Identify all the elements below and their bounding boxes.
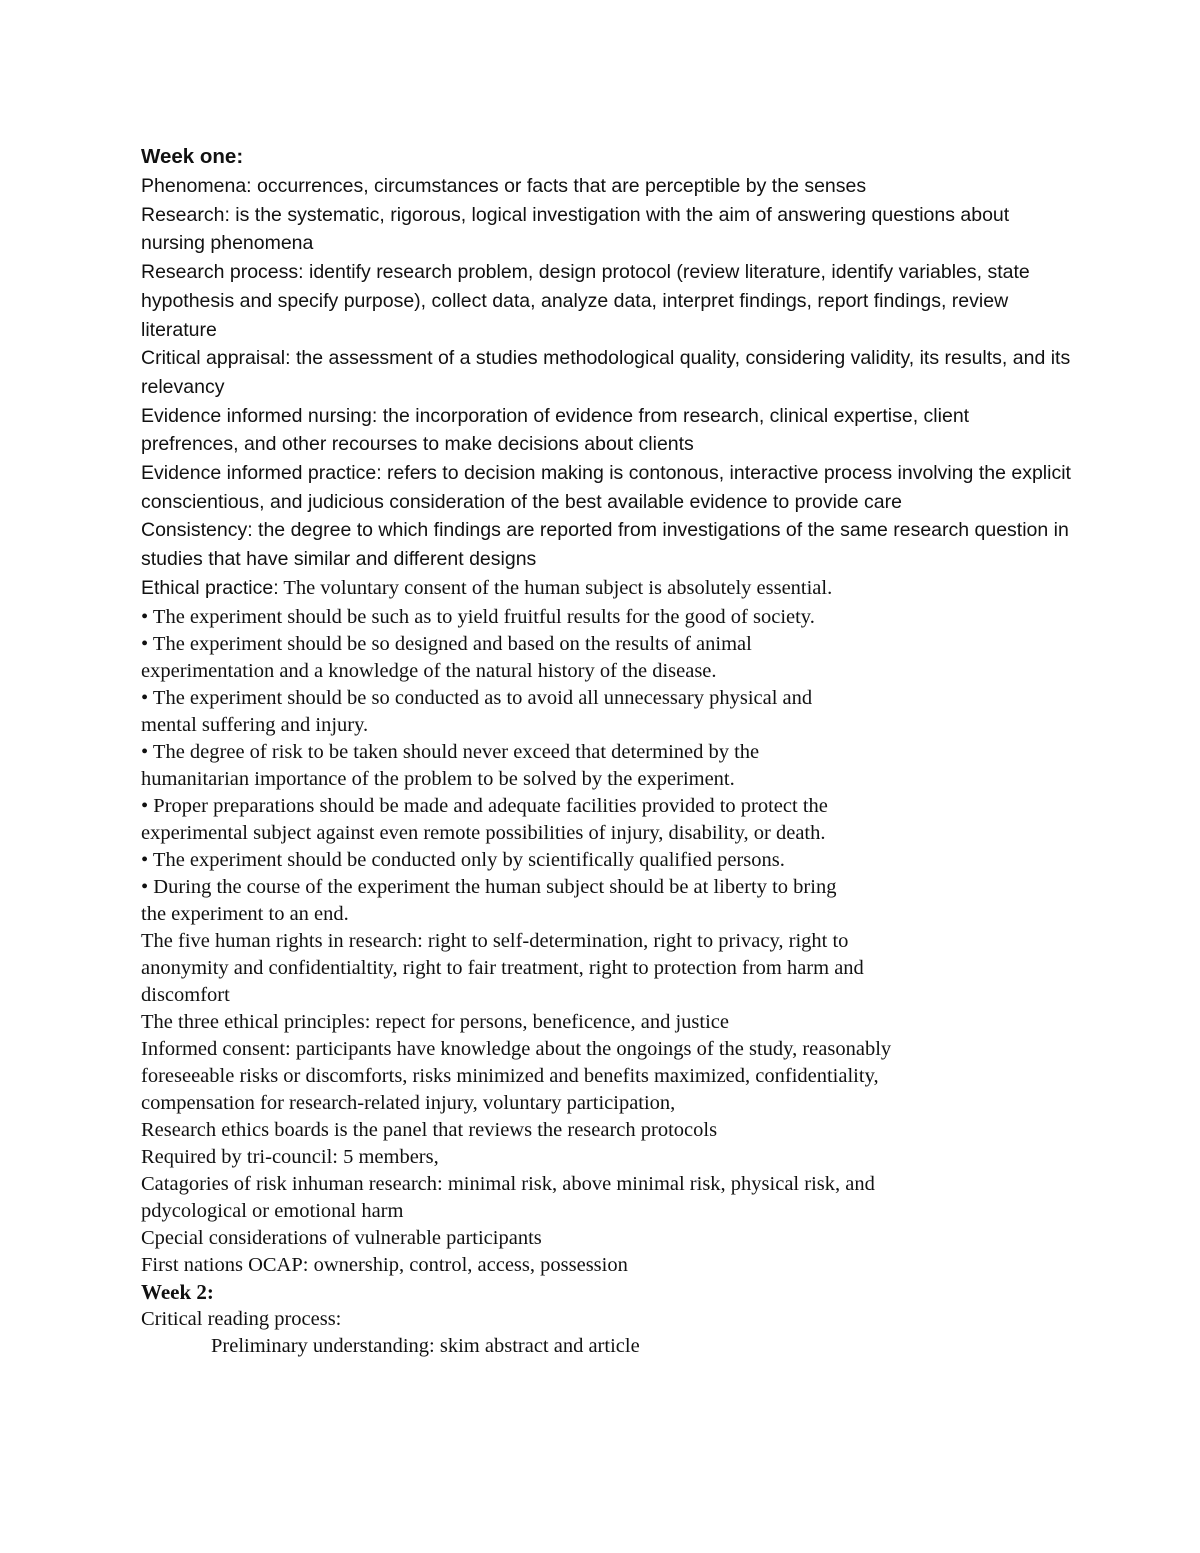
ethical-bullet-7-line-2: the experiment to an end. <box>141 902 349 925</box>
informed-consent-line-2: foreseeable risks or discomforts, risks minimized and benefits maximized, confidentiality, <box>141 1064 879 1087</box>
ethical-bullet-2-line-1: • The experiment should be so designed and based on the results of animal <box>141 632 752 655</box>
research-ethics-boards-line: Research ethics boards is the panel that reviews the research protocols <box>141 1118 718 1141</box>
definition-evidence-informed-nursing: Evidence informed nursing: the incorporation of evidence from research, clinical expertise, client prefrences, and other recourses to make decisions about clients <box>141 404 970 456</box>
ethical-practice-label: Ethical practice: <box>141 576 279 599</box>
vulnerable-participants-line: Cpecial considerations of vulnerable participants <box>141 1226 542 1249</box>
human-rights-line-2: anonymity and confidentialtity, right to fair treatment, right to protection from harm and <box>141 956 864 979</box>
informed-consent-line-1: Informed consent: participants have knowledge about the ongoings of the study, reasonably <box>141 1037 892 1060</box>
ethical-practice-line <box>141 574 1071 604</box>
ethical-bullet-2-line-2: experimentation and a knowledge of the natural history of the disease. <box>141 659 717 682</box>
tri-council-line: Required by tri-council: 5 members, <box>141 1145 439 1168</box>
ethical-principles-line: The three ethical principles: repect for persons, beneficence, and justice <box>141 1010 729 1033</box>
week-two-heading: Week 2: <box>141 1279 214 1304</box>
definition-research: Research: is the systematic, rigorous, logical investigation with the aim of answering questions about nursing phenomena <box>141 203 1010 255</box>
definition-evidence-informed-practice: Evidence informed practice: refers to decision making is contonous, interactive process involving the explicit conscientious, and judicious consideration of the best available evidence to provide care <box>141 462 1071 513</box>
document-body <box>141 142 1071 1360</box>
human-rights-line-3: discomfort <box>141 983 230 1006</box>
ethical-bullet-5-line-2: experimental subject against even remote possibilities of injury, disability, or death. <box>141 821 826 844</box>
week-one-heading: Week one: <box>141 145 244 168</box>
informed-consent-line-3: compensation for research-related injury, voluntary participation, <box>141 1091 676 1114</box>
ocap-line: First nations OCAP: ownership, control, access, possession <box>141 1253 628 1276</box>
ethical-bullet-4-line-1: • The degree of risk to be taken should never exceed that determined by the <box>141 740 760 763</box>
ethical-bullet-list <box>141 604 1071 1279</box>
risk-categories-line-2: pdycological or emotional harm <box>141 1199 404 1222</box>
human-rights-line-1: The five human rights in research: right to self-determination, right to privacy, right to <box>141 929 849 952</box>
ethical-bullet-1-line-1: • The experiment should be such as to yield fruitful results for the good of society. <box>141 605 815 628</box>
ethical-bullet-4-line-2: humanitarian importance of the problem to be solved by the experiment. <box>141 767 735 790</box>
ethical-bullet-6-line-1: • The experiment should be conducted only by scientifically qualified persons. <box>141 848 785 871</box>
ethical-bullet-5-line-1: • Proper preparations should be made and adequate facilities provided to protect the <box>141 794 828 817</box>
critical-reading-line: Critical reading process: <box>141 1307 342 1330</box>
ethical-bullet-3-line-2: mental suffering and injury. <box>141 713 369 736</box>
definition-consistency: Consistency: the degree to which findings are reported from investigations of the same research question in studies that have similar and different designs <box>141 519 1069 571</box>
risk-categories-line-1: Catagories of risk inhuman research: minimal risk, above minimal risk, physical risk, and <box>141 1172 875 1195</box>
week-one-definitions <box>141 172 1071 574</box>
ethical-practice-text: The voluntary consent of the human subject is absolutely essential. <box>278 576 833 599</box>
definition-phenomena: Phenomena: occurrences, circumstances or facts that are perceptible by the senses <box>141 175 867 197</box>
definition-critical-appraisal: Critical appraisal: the assessment of a studies methodological quality, considering validity, its results, and its relevancy <box>141 347 1071 398</box>
preliminary-understanding-line: Preliminary understanding: skim abstract and article <box>211 1334 640 1357</box>
ethical-bullet-3-line-1: • The experiment should be so conducted as to avoid all unnecessary physical and <box>141 686 813 709</box>
definition-research-process: Research process: identify research problem, design protocol (review literature, identify variables, state hypothesis and specify purpose), collect data, analyze data, interpret findings, report findings, review literature <box>141 261 1030 341</box>
ethical-bullet-7-line-1: • During the course of the experiment the human subject should be at liberty to bring <box>141 875 837 898</box>
week-two-content <box>141 1306 1071 1360</box>
